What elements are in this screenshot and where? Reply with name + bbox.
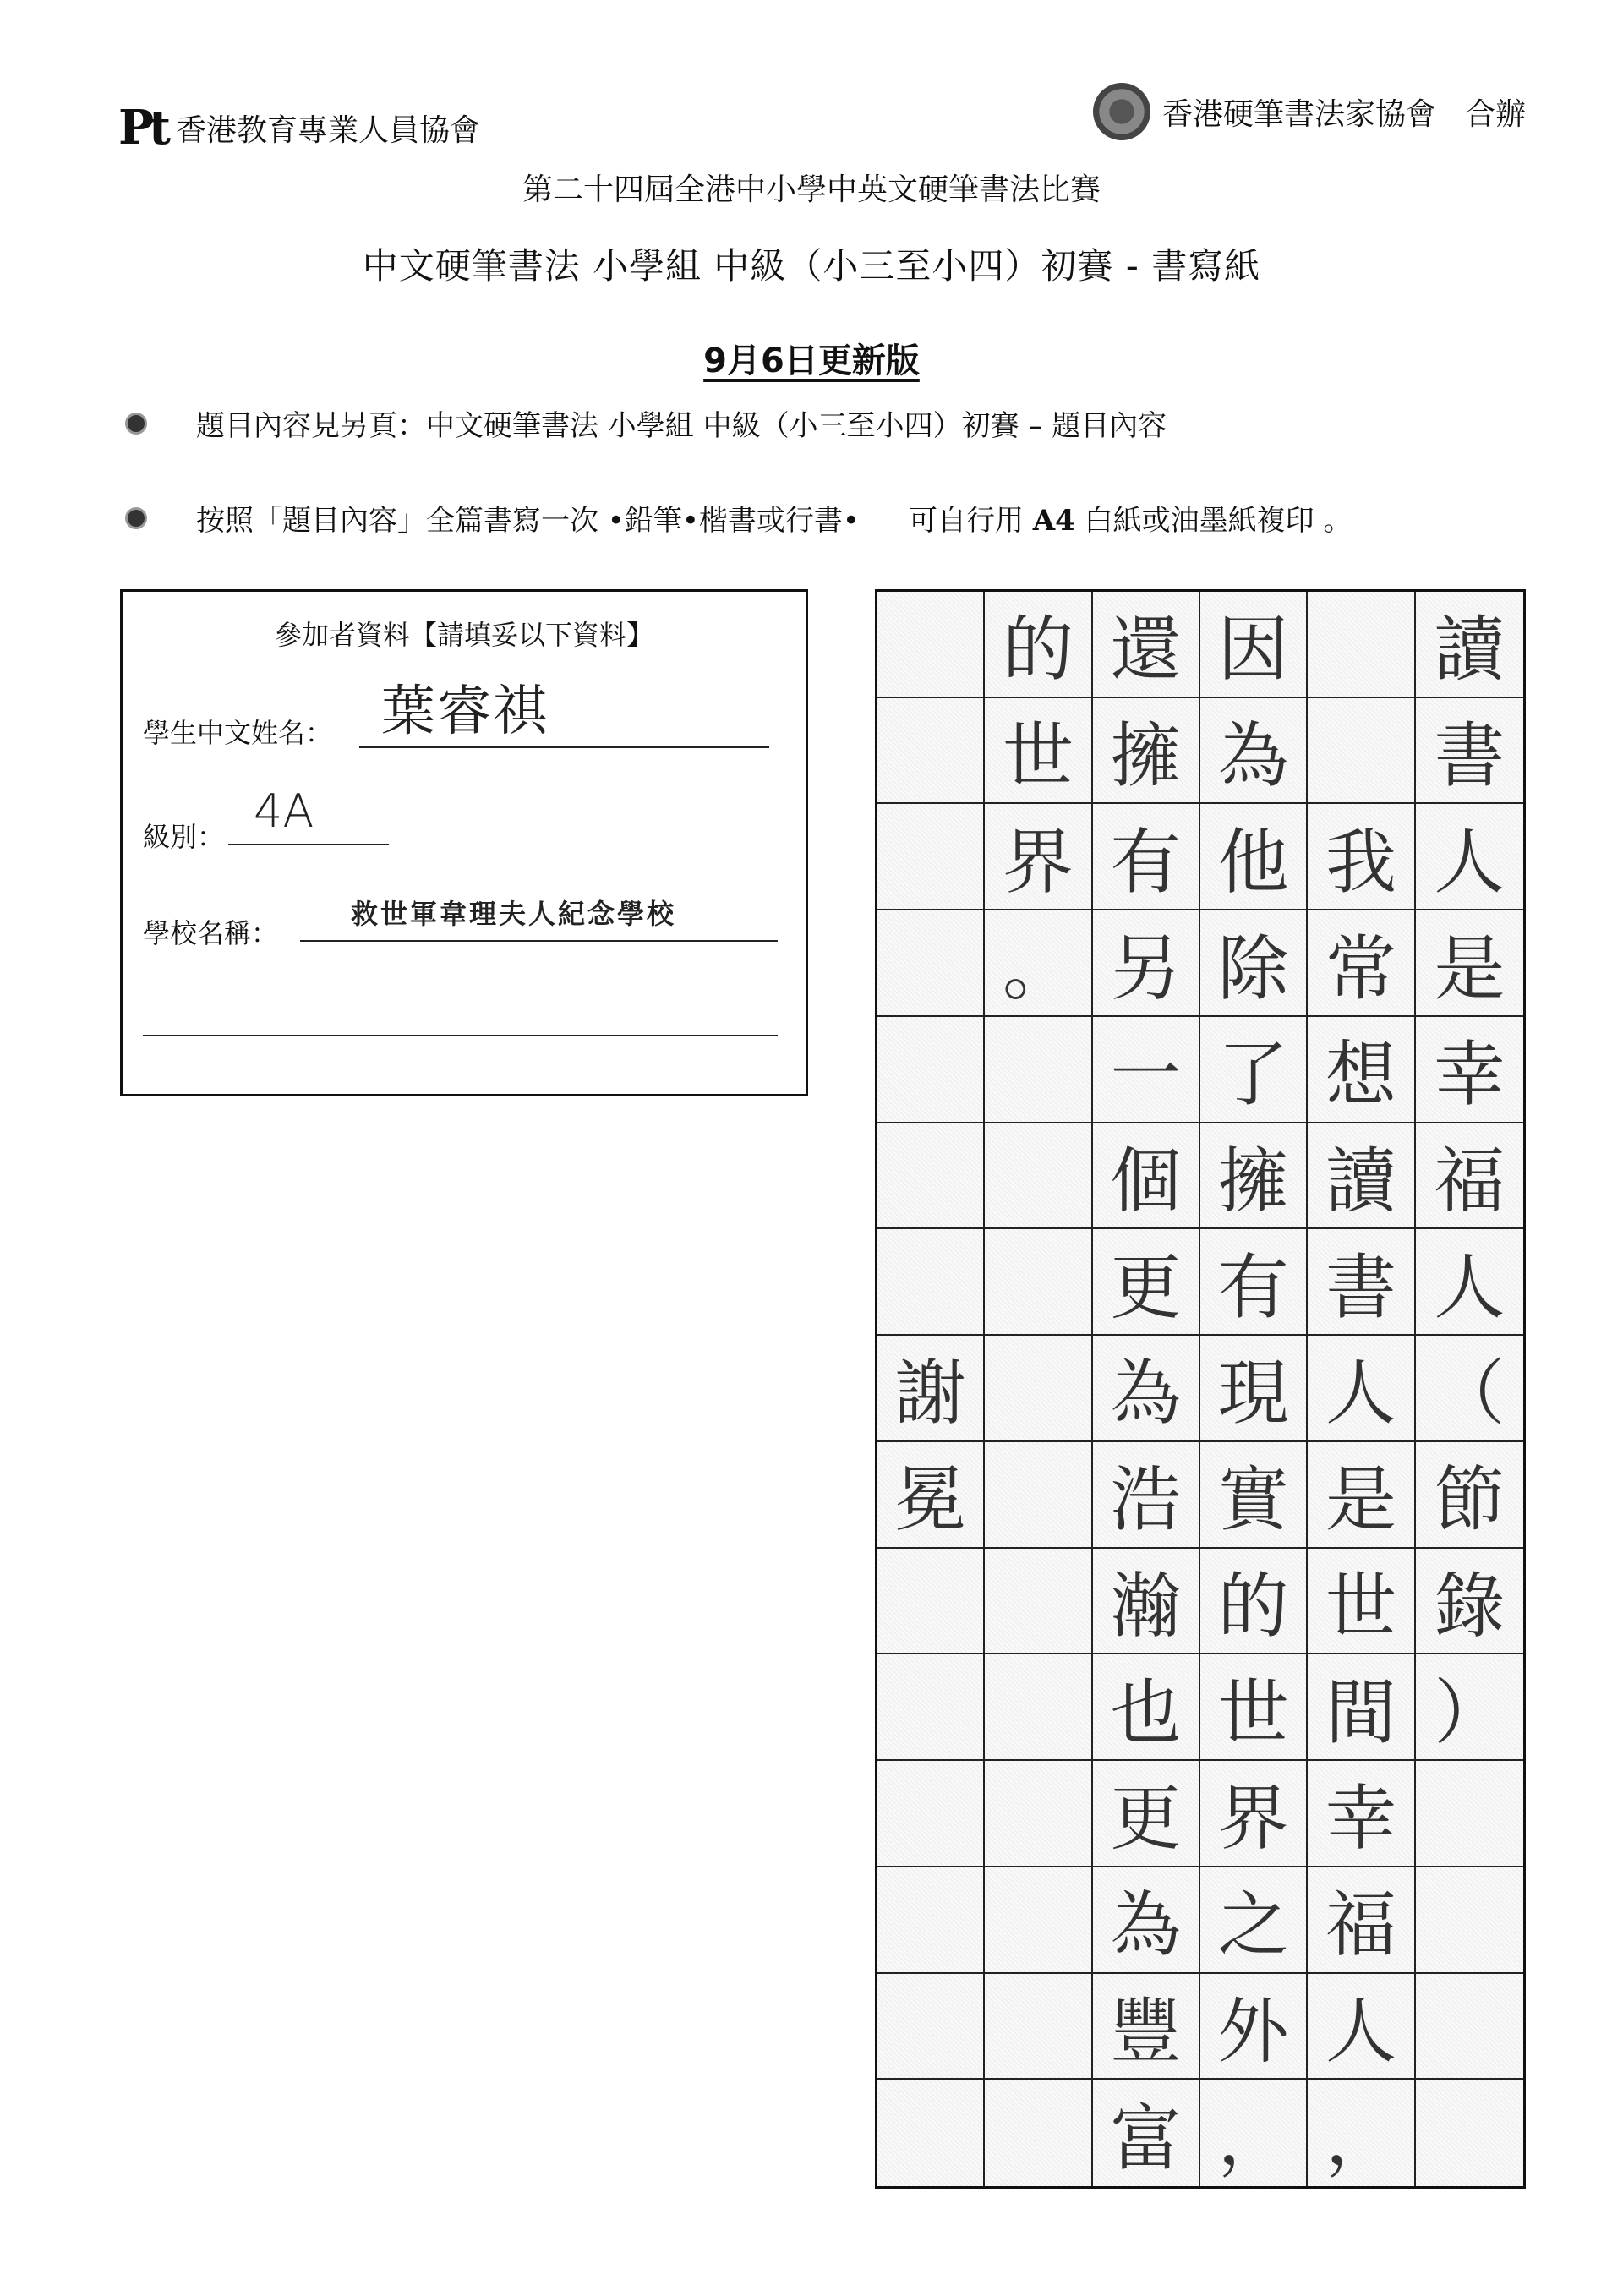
instruction-text-1: 題目內容見另頁：中文硬筆書法 小學組 中級（小三至小四）初賽 – 題目內容 bbox=[196, 409, 1167, 443]
participant-info-heading: 參加者資料【請填妥以下資料】 bbox=[274, 619, 653, 651]
org-right bbox=[1093, 83, 1526, 140]
org-left-logo: Pt bbox=[118, 100, 166, 156]
instruction-item-2 bbox=[125, 497, 1352, 538]
grid-cell bbox=[985, 1336, 1092, 1442]
grid-cell: 書 bbox=[1308, 1229, 1415, 1336]
grid-cell: 外 bbox=[1200, 1974, 1308, 2080]
grid-cell bbox=[1416, 1867, 1523, 1974]
class-label: 級別： bbox=[143, 821, 225, 853]
grid-cell: 為 bbox=[1093, 1336, 1200, 1442]
grid-cell: 擁 bbox=[1200, 1123, 1308, 1230]
grid-cell: 有 bbox=[1093, 804, 1200, 910]
grid-cell: 常 bbox=[1308, 910, 1415, 1017]
grid-cell bbox=[985, 1654, 1092, 1761]
grid-cell bbox=[1308, 592, 1415, 698]
grid-cell: 福 bbox=[1308, 1867, 1415, 1974]
instruction-item-1 bbox=[125, 402, 1167, 444]
grid-cell: 我 bbox=[1308, 804, 1415, 910]
grid-cell bbox=[877, 1549, 985, 1655]
grid-cell: 一 bbox=[1093, 1017, 1200, 1123]
grid-cell bbox=[877, 1017, 985, 1123]
grid-cell bbox=[877, 1974, 985, 2080]
grid-cell bbox=[985, 1442, 1092, 1549]
participant-info-box bbox=[120, 589, 808, 1096]
grid-cell bbox=[877, 1867, 985, 1974]
grid-cell: 世 bbox=[1200, 1654, 1308, 1761]
category-title: 中文硬筆書法 小學組 中級（小三至小四）初賽 - 書寫紙 bbox=[362, 245, 1261, 287]
instruction-text-2: 按照「題目內容」全篇書寫一次 •鉛筆•楷書或行書• bbox=[196, 504, 860, 538]
grid-cell bbox=[985, 2080, 1092, 2186]
grid-cell: ， bbox=[1308, 2080, 1415, 2186]
grid-cell bbox=[877, 1761, 985, 1867]
school-value: 救世軍韋理夫人紀念學校 bbox=[351, 898, 677, 930]
grid-cell: ， bbox=[1200, 2080, 1308, 2186]
grid-cell: 更 bbox=[1093, 1229, 1200, 1336]
grid-cell: 界 bbox=[985, 804, 1092, 910]
grid-cell: 擁 bbox=[1093, 698, 1200, 805]
grid-cell: 福 bbox=[1416, 1123, 1523, 1230]
grid-cell: 世 bbox=[1308, 1549, 1415, 1655]
grid-cell: 世 bbox=[985, 698, 1092, 805]
bullet-icon bbox=[125, 413, 147, 435]
grid-cell bbox=[985, 1867, 1092, 1974]
grid-cell bbox=[985, 1549, 1092, 1655]
grid-cell: 他 bbox=[1200, 804, 1308, 910]
grid-cell: 讀 bbox=[1308, 1123, 1415, 1230]
class-line bbox=[228, 844, 389, 845]
grid-cell: 實 bbox=[1200, 1442, 1308, 1549]
school-label: 學校名稱： bbox=[143, 917, 279, 949]
grid-cell bbox=[1416, 1974, 1523, 2080]
co-organized-label: 合辦 bbox=[1464, 96, 1526, 132]
grid-cell: 除 bbox=[1200, 910, 1308, 1017]
writing-grid bbox=[875, 589, 1526, 2189]
grid-cell: 錄 bbox=[1416, 1549, 1523, 1655]
grid-cell: 是 bbox=[1416, 910, 1523, 1017]
grid-cell bbox=[877, 592, 985, 698]
grid-cell bbox=[877, 698, 985, 805]
competition-title: 第二十四屆全港中小學中英文硬筆書法比賽 bbox=[522, 172, 1101, 207]
grid-cell: 豐 bbox=[1093, 1974, 1200, 2080]
grid-cell bbox=[1416, 1761, 1523, 1867]
grid-cell: 人 bbox=[1308, 1336, 1415, 1442]
grid-cell: 現 bbox=[1200, 1336, 1308, 1442]
grid-cell: 還 bbox=[1093, 592, 1200, 698]
grid-cell: 是 bbox=[1308, 1442, 1415, 1549]
grid-cell bbox=[877, 1654, 985, 1761]
bullet-icon bbox=[125, 507, 147, 529]
name-label: 學生中文姓名： bbox=[143, 717, 333, 749]
grid-cell bbox=[1308, 698, 1415, 805]
grid-cell: 也 bbox=[1093, 1654, 1200, 1761]
grid-cell bbox=[985, 1017, 1092, 1123]
grid-cell: 因 bbox=[1200, 592, 1308, 698]
name-line bbox=[359, 746, 769, 748]
grid-cell: 想 bbox=[1308, 1017, 1415, 1123]
grid-cell: 間 bbox=[1308, 1654, 1415, 1761]
grid-cell: 之 bbox=[1200, 1867, 1308, 1974]
blank-line bbox=[143, 1035, 778, 1036]
grid-cell bbox=[877, 2080, 985, 2186]
org-left-name: 香港教育專業人員協會 bbox=[175, 112, 480, 148]
grid-cell: 讀 bbox=[1416, 592, 1523, 698]
name-value: 葉睿祺 bbox=[381, 681, 549, 743]
class-value: 4A bbox=[254, 784, 314, 838]
grid-cell: 書 bbox=[1416, 698, 1523, 805]
grid-cell: 人 bbox=[1308, 1974, 1415, 2080]
seal-icon bbox=[1093, 83, 1150, 140]
grid-cell: 個 bbox=[1093, 1123, 1200, 1230]
org-right-name: 香港硬筆書法家協會 bbox=[1161, 96, 1436, 132]
grid-cell: 了 bbox=[1200, 1017, 1308, 1123]
grid-cell: 界 bbox=[1200, 1761, 1308, 1867]
school-line bbox=[300, 940, 778, 942]
grid-cell bbox=[877, 804, 985, 910]
grid-cell: 另 bbox=[1093, 910, 1200, 1017]
grid-cell: 富 bbox=[1093, 2080, 1200, 2186]
grid-cell: 為 bbox=[1200, 698, 1308, 805]
grid-cell: 的 bbox=[1200, 1549, 1308, 1655]
grid-cell bbox=[985, 1761, 1092, 1867]
grid-cell: 幸 bbox=[1416, 1017, 1523, 1123]
grid-cell bbox=[1416, 2080, 1523, 2186]
grid-cell: ） bbox=[1416, 1654, 1523, 1761]
grid-cell bbox=[877, 1229, 985, 1336]
grid-cell: 為 bbox=[1093, 1867, 1200, 1974]
grid-cell bbox=[985, 1229, 1092, 1336]
org-left bbox=[118, 100, 480, 156]
grid-cell bbox=[877, 1123, 985, 1230]
grid-cell: 浩 bbox=[1093, 1442, 1200, 1549]
grid-cell bbox=[985, 1974, 1092, 2080]
grid-cell: 更 bbox=[1093, 1761, 1200, 1867]
grid-cell: 人 bbox=[1416, 1229, 1523, 1336]
grid-cell bbox=[985, 1123, 1092, 1230]
grid-cell: 冕 bbox=[877, 1442, 985, 1549]
grid-cell: （ bbox=[1416, 1336, 1523, 1442]
grid-cell: 謝 bbox=[877, 1336, 985, 1442]
grid-cell: 節 bbox=[1416, 1442, 1523, 1549]
grid-cell: 。 bbox=[985, 910, 1092, 1017]
grid-cell: 幸 bbox=[1308, 1761, 1415, 1867]
grid-cell: 有 bbox=[1200, 1229, 1308, 1336]
grid-cell bbox=[877, 910, 985, 1017]
version-title: 9月6日更新版 bbox=[703, 342, 920, 380]
grid-cell: 人 bbox=[1416, 804, 1523, 910]
grid-cell: 瀚 bbox=[1093, 1549, 1200, 1655]
grid-cell: 的 bbox=[985, 592, 1092, 698]
instruction-text-2-tail: 可自行用 A4 白紙或油墨紙複印 。 bbox=[908, 504, 1352, 538]
